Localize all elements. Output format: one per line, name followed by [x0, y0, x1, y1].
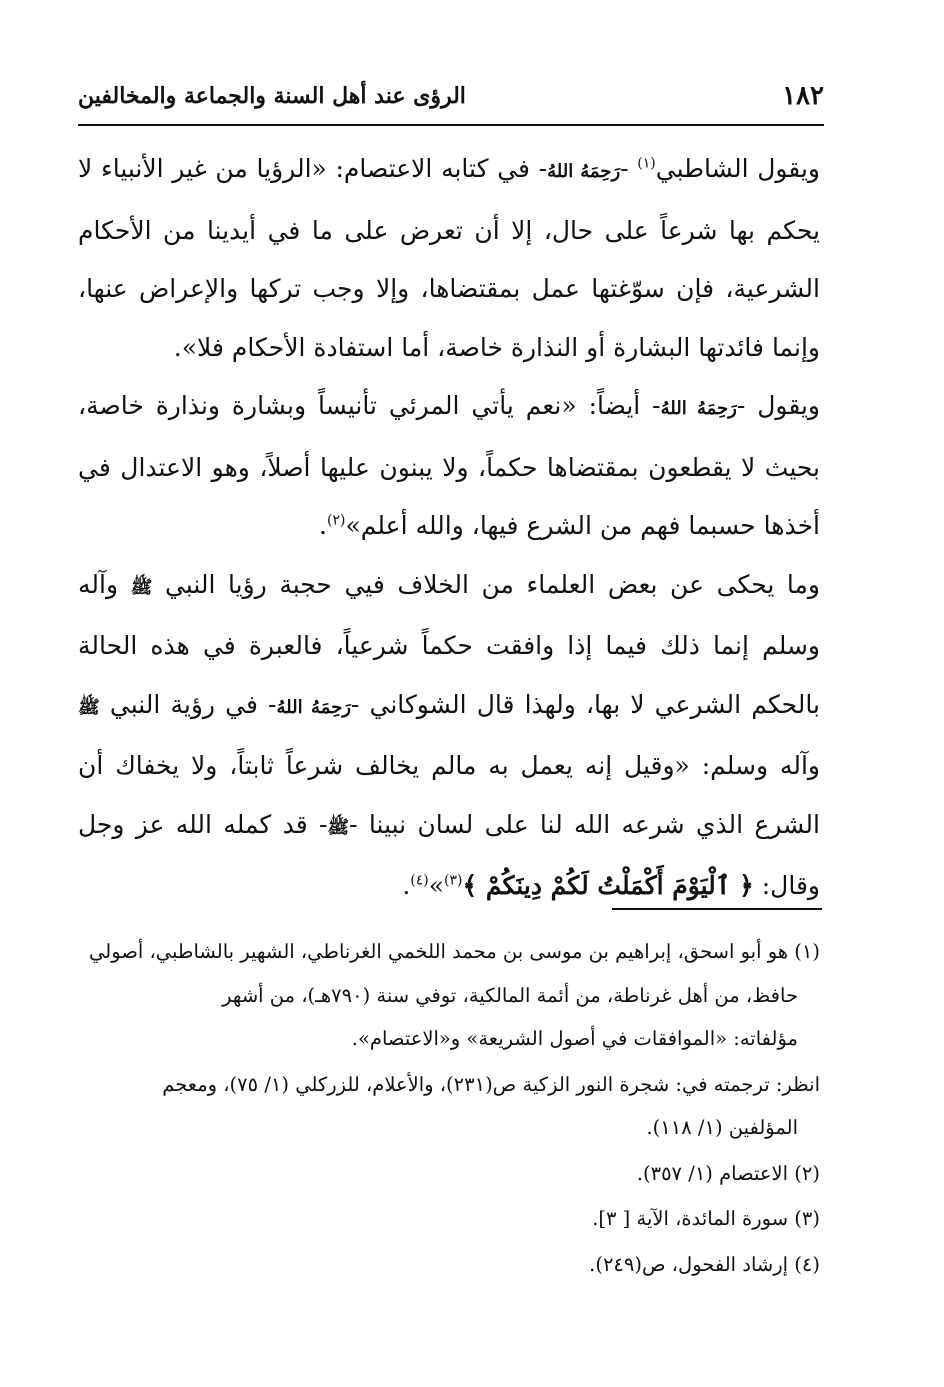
honorific-glyph: رَحِمَهُ اللهُ — [276, 696, 351, 718]
footnote-ref-4[interactable]: (٤) — [410, 872, 429, 889]
page-header — [78, 78, 824, 114]
honorific-glyph: ﷺ — [78, 696, 100, 718]
paragraph-shawkani — [78, 556, 820, 916]
text-span: وآله وسلم: «وقيل إنه يعمل به مالم يخالف شرعاً ثابتاً، ولا يخفاك أن الشرع الذي شرعه الله لنا على لسان نبينا - — [78, 751, 820, 839]
text-span: وآله وسلم إنما ذلك فيما إذا وافقت حكماً شرعياً، فالعبرة في هذه الحالة بالحكم الشرعي لا بها، ولهذا قال الشوكاني - — [78, 569, 820, 719]
footnote-1-line: حافظ، من أهل غرناطة، من أئمة المالكية، توفي سنة (٧٩٠هـ)، من أشهر — [222, 983, 798, 1007]
paragraph-shatibi-quote — [78, 140, 820, 377]
text-span: . — [319, 511, 327, 540]
footnote-4: (٤) إرشاد الفحول، ص(٢٤٩). — [589, 1252, 820, 1276]
text-span: ويقول - — [736, 391, 820, 420]
page-number: ١٨٢ — [782, 81, 824, 111]
honorific-glyph: ﷺ — [130, 576, 153, 598]
honorific-glyph: ﷺ — [327, 816, 350, 838]
footnote-ref-3[interactable]: (٣) — [444, 872, 463, 889]
footnote-ref-1[interactable]: (١) — [637, 155, 656, 172]
honorific-glyph: رَحِمَهُ اللهُ — [660, 398, 737, 419]
text-span: - في كتابه الاعتصام: «الرؤيا من غير الأنبياء لا يحكم بها شرعاً على حال، إلا أن تعرض على ما في أيدينا من الأحكام الشرعية، فإن سوّغتها عمل بمقتضاها، وإلا وجب تركها والإعراض عنها، وإنما فائدتها البشارة أو النذارة خاصة، أما استفادة الأحكام فلا». — [78, 154, 820, 362]
honorific-glyph: رَحِمَهُ اللهُ — [547, 161, 621, 182]
text-span: - في رؤية النبي — [99, 689, 277, 719]
text-span: وما يحكى عن بعض العلماء من الخلاف فيي حجبة رؤيا النبي — [152, 569, 820, 599]
footnote-3: (٣) سورة المائدة، الآية [ ٣]. — [592, 1207, 820, 1230]
text-span: » — [428, 871, 445, 900]
footnote-1-line: المؤلفين (١/ ١١٨). — [646, 1116, 798, 1139]
footnote-ref-2[interactable]: (٢) — [327, 512, 346, 529]
header-rule — [78, 124, 824, 126]
footnote-2: (٢) الاعتصام (١/ ٣٥٧). — [636, 1161, 820, 1185]
running-title: الرؤى عند أهل السنة والجماعة والمخالفين — [78, 83, 466, 109]
footnote-1-line: (١) هو أبو اسحق، إبراهيم بن موسى بن محمد اللخمي الغرناطي، الشهير بالشاطبي، أصولي — [89, 940, 820, 963]
footnote-separator — [612, 908, 822, 910]
text-span: - أيضاً: «نعم يأتي المرئي تأنيساً وبشارة ونذارة خاصة، بحيث لا يقطعون بمقتضاها حكماً، ولا يبنون عليها أصلاً، وهو الاعتدال في أخذها حسبما فهم من الشرع فيها، والله أعلم» — [78, 391, 820, 540]
text-span: - — [620, 154, 638, 183]
text-span: ويقول الشاطبي — [655, 154, 820, 183]
quran-verse: ﴿ ٱلْيَوْمَ أَكْمَلْتُ لَكُمْ دِينَكُمْ ﴾ — [462, 871, 754, 900]
paragraph-shatibi-also — [78, 377, 820, 556]
text-span: - قد كمله الله عز وجل وقال: — [78, 809, 820, 900]
footnote-1-line: مؤلفاته: «الموافقات في أصول الشريعة» و«الاعتصام». — [351, 1027, 798, 1050]
footnote-1-line: انظر: ترجمته في: شجرة النور الزكية ص(٢٣١)، والأعلام، للزركلي (١/ ٧٥)، ومعجم — [162, 1072, 820, 1096]
text-span: . — [402, 871, 411, 900]
footnotes — [78, 930, 820, 1286]
main-text — [78, 140, 820, 916]
